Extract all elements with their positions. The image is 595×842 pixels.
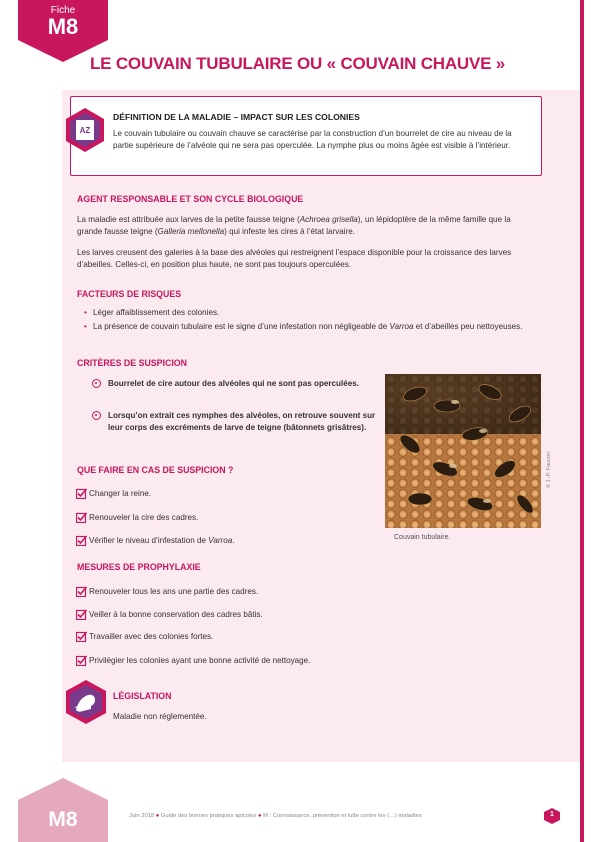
agent-p1-a: La maladie est attribuée aux larves de la petite fausse teigne (	[77, 215, 300, 224]
marianne-icon	[66, 680, 106, 729]
fiche-label: Fiche	[50, 5, 76, 16]
checkbox-icon	[76, 512, 87, 523]
az-icon-text: AZ	[79, 126, 91, 135]
checkbox-icon	[76, 631, 87, 642]
prophylaxis-item	[76, 609, 263, 621]
footer-guide: Guide des bonnes pratiques apicoles	[160, 813, 257, 819]
agent-p1-d: Galleria mellonella	[157, 227, 225, 237]
risk-item-2-a: La présence de couvain tubulaire est le signe d’une infestation non négligeable de	[93, 322, 390, 331]
risk-item-2-b: Varroa	[389, 322, 414, 331]
footer-section: M	[263, 813, 268, 819]
checkbox-icon	[76, 655, 87, 666]
prophylaxis-item	[76, 586, 258, 598]
risk-heading: FACTEURS DE RISQUES	[77, 289, 182, 299]
criteria-item-1-text: Bourrelet de cire autour des alvéoles qui ne sont pas operculées.	[108, 379, 359, 388]
legislation-heading: LÉGISLATION	[113, 691, 172, 701]
risk-item-1-text: Léger affaiblissement des colonies.	[93, 308, 220, 317]
right-accent-bar	[580, 0, 584, 842]
prophylaxis-item	[76, 655, 310, 667]
action-item	[76, 488, 151, 500]
brood-photo	[385, 374, 541, 528]
agent-paragraph-1	[77, 214, 532, 238]
action-item	[76, 535, 234, 547]
criteria-item	[92, 410, 382, 433]
checkbox-icon	[76, 535, 87, 546]
criteria-heading: CRITÈRES DE SUSPICION	[77, 358, 187, 368]
legislation-text: Maladie non réglementée.	[113, 712, 207, 721]
action-item-1-text: Changer la reine.	[89, 489, 152, 498]
prophylaxis-heading: MESURES DE PROPHYLAXIE	[77, 562, 201, 572]
checkbox-icon	[76, 586, 87, 597]
footer-code: M8	[48, 808, 78, 831]
fiche-badge	[18, 0, 108, 62]
fiche-code: M8	[47, 14, 79, 39]
risk-item-2-c: et d’abeilles peu nettoyeuses.	[413, 322, 523, 331]
criteria-item	[92, 378, 382, 390]
action-item-3-a: Vérifier le niveau d’infestation de	[89, 536, 209, 545]
photo-credit: © J.-P. Faucon	[546, 451, 552, 488]
prophylaxis-item-3-text: Travailler avec des colonies fortes.	[89, 632, 214, 641]
bullet-icon: •	[84, 308, 87, 317]
page-title: LE COUVAIN TUBULAIRE OU « COUVAIN CHAUVE »	[90, 54, 506, 73]
action-item-2-text: Renouveler la cire des cadres.	[89, 513, 199, 522]
risk-item	[84, 321, 524, 333]
action-item-3-b: Varroa	[208, 536, 233, 545]
prophylaxis-item	[76, 631, 213, 643]
agent-p1-e: ) qui infeste les cires à l’état larvaire.	[224, 227, 356, 237]
definition-title: DÉFINITION DE LA MALADIE – IMPACT SUR LES COLONIES	[113, 112, 360, 122]
prophylaxis-item-1-text: Renouveler tous les ans une partie des cadres.	[89, 587, 259, 596]
footer-badge	[18, 778, 108, 842]
agent-paragraph-2: Les larves creusent des galeries à la base des alvéoles qui restreignent l’espace disponible pour la croissance des larves d’abeilles. Celles-ci, en position plus haute, ne sont pas toujours operculées.	[77, 248, 512, 270]
footer-text: Juin 2018 ● Guide des bonnes pratiques apicoles ● M : Connaissance, prévention et lutte contre les (…) maladies	[129, 813, 422, 819]
agent-p1-c: ), un lépidoptère de la même famille que la grande fausse teigne (	[77, 215, 511, 237]
page-number	[544, 808, 560, 824]
az-dictionary-icon	[66, 108, 104, 157]
definition-text: Le couvain tubulaire ou couvain chauve se caractérise par la construction d’un bourrelet de cire au niveau de la partie supérieure de l’alvéole qui ne sera pas operculée. La nymphe plus ou moins âgée est visible à l’intérieur.	[113, 129, 512, 150]
footer-section-rest: : Connaissance, prévention et lutte contre les (…) maladies	[267, 813, 422, 819]
footer-date: Juin 2018	[129, 813, 155, 819]
page-number-text: 1	[550, 811, 554, 818]
risk-item	[84, 307, 524, 319]
agent-p1-b: Achroea grisella	[299, 215, 358, 224]
actions-heading: QUE FAIRE EN CAS DE SUSPICION ?	[77, 465, 234, 475]
photo-caption: Couvain tubulaire.	[394, 534, 451, 541]
target-bullet-icon	[92, 379, 101, 388]
prophylaxis-item-4-text: Privilégier les colonies ayant une bonne activité de nettoyage.	[89, 656, 311, 665]
action-item	[76, 512, 198, 524]
target-bullet-icon	[92, 411, 101, 420]
agent-heading: AGENT RESPONSABLE ET SON CYCLE BIOLOGIQUE	[77, 194, 304, 204]
action-item-3-c: .	[232, 536, 235, 545]
prophylaxis-item-2-text: Veiller à la bonne conservation des cadres bâtis.	[89, 610, 263, 619]
criteria-item-2-text: Lorsqu’on extrait ces nymphes des alvéoles, on retrouve souvent sur leur corps des excréments de larve de teigne (bâtonnets grisâtres).	[108, 411, 376, 432]
checkbox-icon	[76, 609, 87, 620]
checkbox-icon	[76, 488, 87, 499]
bullet-icon: •	[84, 322, 87, 331]
